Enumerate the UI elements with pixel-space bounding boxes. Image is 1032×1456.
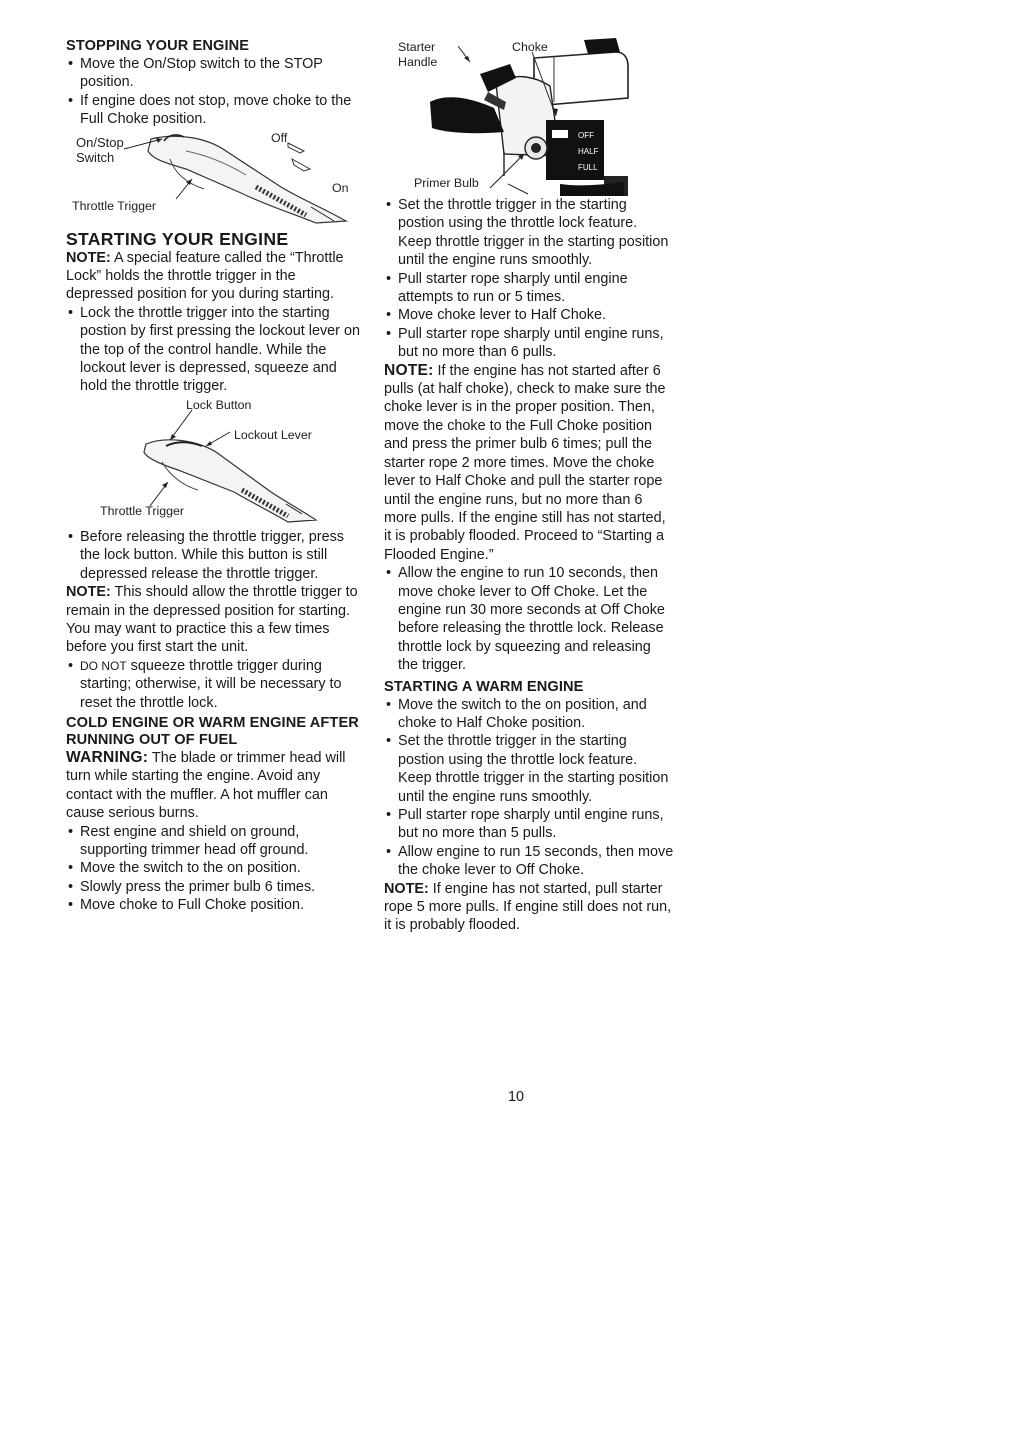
on-stop-switch-label: On/Stop Switch — [76, 134, 124, 165]
lock-button-label: Lock Button — [186, 397, 252, 412]
note-label: NOTE: — [66, 249, 111, 266]
warning-text: The blade or trimmer head will turn while starting the engine. Avoid any contact with the muffler. A hot muffler can cause serious burns. — [66, 749, 346, 822]
primer-bulb-label: Primer Bulb — [414, 176, 479, 190]
list-item: • Rest engine and shield on ground, supporting trimmer head off ground. — [66, 823, 360, 860]
warning-paragraph — [66, 749, 360, 823]
warning-label: WARNING: — [66, 748, 149, 766]
left-column — [66, 38, 360, 915]
cold-engine-list-3 — [384, 564, 674, 674]
note-label: NOTE: — [66, 584, 111, 601]
starting-list-1 — [66, 304, 360, 396]
engine-controls-figure — [384, 36, 674, 196]
list-item: • Slowly press the primer bulb 6 times. — [66, 878, 360, 896]
stopping-heading: STOPPING YOUR ENGINE — [66, 38, 250, 54]
cold-note — [384, 362, 674, 564]
off-label: Off — [271, 130, 288, 145]
starting-heading: STARTING YOUR ENGINE — [66, 228, 289, 249]
list-item: • Before releasing the throttle trigger, press the lock button. While this button is still depressed release the throttle trigger. — [66, 528, 360, 583]
starter-handle-label: Starter Handle — [398, 40, 438, 69]
list-item: • Move choke lever to Half Choke. — [384, 306, 674, 324]
cold-engine-list-2 — [384, 196, 674, 362]
list-item: • Move the switch to the on position. — [66, 859, 360, 877]
choke-half-text: HALF — [578, 147, 599, 156]
list-item: • Move the switch to the on position, and choke to Half Choke position. — [384, 696, 674, 733]
list-item: • Pull starter rope sharply until engine runs, but no more than 5 pulls. — [384, 806, 674, 843]
warm-engine-heading: STARTING A WARM ENGINE — [384, 678, 584, 695]
list-item: • Allow the engine to run 10 seconds, then move choke lever to Off Choke. Let the engine run 30 more seconds at Off Choke before releasing the throttle lock. Release throttle lock by squeezing and releasing the trigger. — [384, 564, 674, 674]
on-stop-switch-figure — [66, 129, 360, 225]
starting-note — [66, 249, 360, 304]
note-text: A special feature called the “Throttle Lock” holds the throttle trigger in the depressed position for you during starting. — [66, 249, 344, 303]
throttle-trigger-label: Throttle Trigger — [72, 198, 157, 213]
list-item: • Lock the throttle trigger into the starting postion by first pressing the lockout lever on the top of the control handle. While the lockout lever is depressed, squeeze and hold the throttle trigger. — [66, 304, 360, 396]
cold-engine-heading: COLD ENGINE OR WARM ENGINE AFTER RUNNING OUT OF FUEL — [66, 714, 359, 748]
lockout-lever-label: Lockout Lever — [234, 427, 312, 442]
on-label: On — [332, 180, 349, 195]
starting-list-2 — [66, 528, 360, 583]
throttle-lock-figure — [66, 396, 360, 528]
list-item: • If engine does not stop, move choke to the Full Choke position. — [66, 92, 360, 129]
cold-engine-list — [66, 823, 360, 915]
list-item: • Move the On/Stop switch to the STOP position. — [66, 55, 360, 92]
note-text: If the engine has not started after 6 pulls (at half choke), check to make sure the choke lever is in the proper position. Then, move the choke to the Full Choke position and press the primer bulb 6 times; pull the starter rope 2 more times. Move the choke lever to Half Choke and pull the starter rope until the engine runs, but no more than 6 more pulls. If the engine still has not started, it is probably flooded. Proceed to “Starting a Flooded Engine.” — [384, 362, 666, 563]
starting-list-3 — [66, 657, 360, 712]
list-item: • Pull starter rope sharply until engine attempts to run or 5 times. — [384, 270, 674, 307]
note-label: NOTE: — [384, 880, 429, 897]
note-label: NOTE: — [384, 361, 434, 379]
choke-label: Choke — [512, 40, 548, 54]
stopping-list — [66, 55, 360, 129]
list-item: • Allow engine to run 15 seconds, then move the choke lever to Off Choke. — [384, 843, 674, 880]
right-column — [384, 36, 674, 935]
list-item — [66, 657, 360, 712]
choke-off-text: OFF — [578, 131, 594, 140]
list-item: • Set the throttle trigger in the starting postion using the throttle lock feature. Keep throttle trigger in the starting position until the engine runs smoothly. — [384, 196, 674, 270]
choke-full-text: FULL — [578, 163, 598, 172]
throttle-trigger-label: Throttle Trigger — [100, 503, 185, 518]
warm-note — [384, 880, 674, 935]
list-item: • Set the throttle trigger in the starting postion using the throttle lock feature. Keep throttle trigger in the starting position until the engine runs smoothly. — [384, 732, 674, 806]
note-text: This should allow the throttle trigger to remain in the depressed position for starting. You may want to practice this a few times before you first start the unit. — [66, 584, 358, 656]
list-item-text: squeeze throttle trigger during starting; otherwise, it will be necessary to reset the throttle lock. — [80, 657, 342, 711]
warm-engine-list — [384, 696, 674, 880]
page-number: 10 — [507, 1089, 524, 1105]
note-text: If engine has not started, pull starter rope 5 more pulls. If engine still does not run, it is probably flooded. — [384, 880, 672, 934]
starting-note-2 — [66, 583, 360, 657]
list-item: • Move choke to Full Choke position. — [66, 896, 360, 914]
do-not-caps: DO NOT — [80, 658, 127, 673]
list-item: • Pull starter rope sharply until engine runs, but no more than 6 pulls. — [384, 325, 674, 362]
